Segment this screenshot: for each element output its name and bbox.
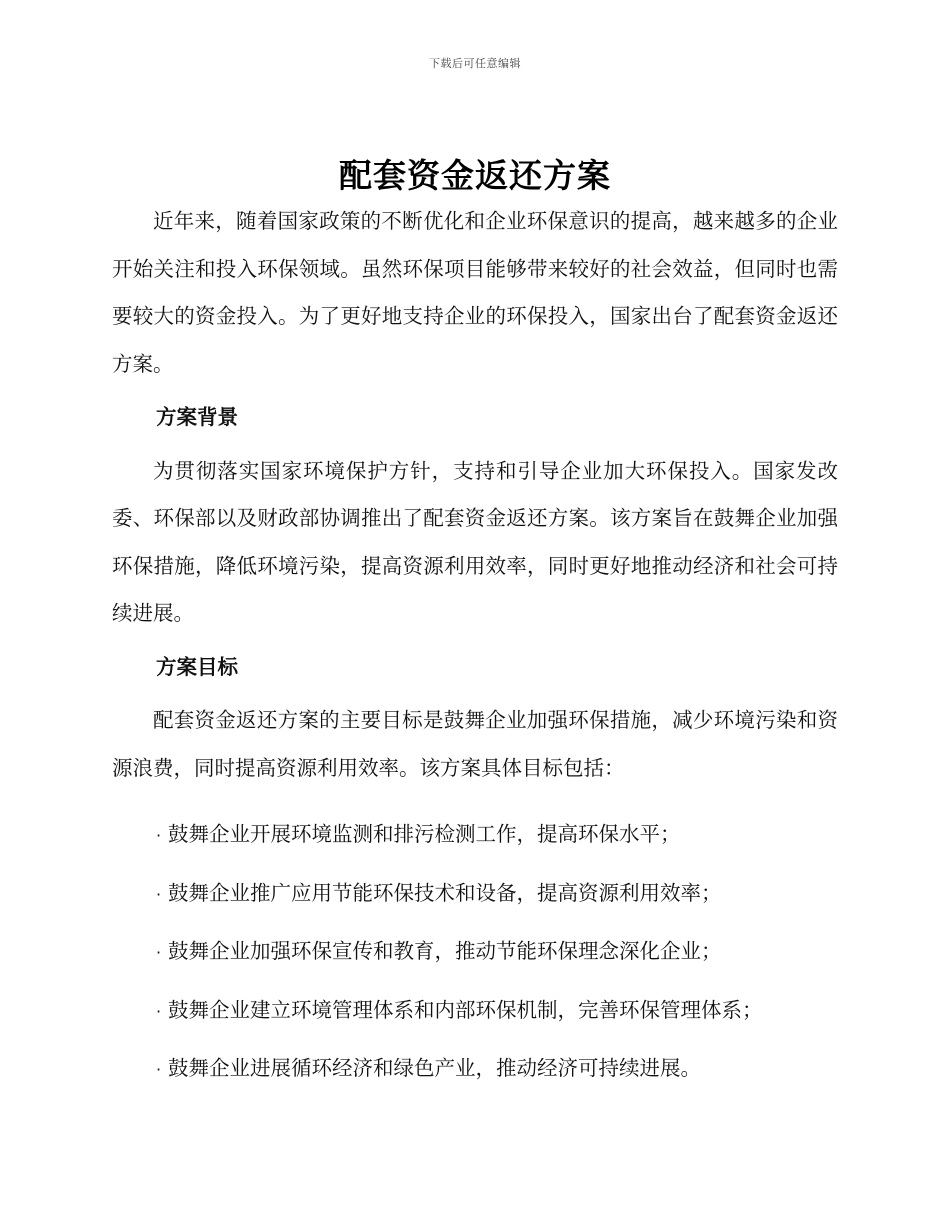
section-heading-background: 方案背景 [156,405,238,429]
list-item-text: 鼓舞企业建立环境管理体系和内部环保机制，完善环保管理体系； [168,997,763,1022]
section-heading-goals: 方案目标 [156,654,238,679]
bullet-dot-icon: · [156,943,162,962]
goal-bullet-list [156,806,838,1099]
list-item [156,1040,838,1099]
header-note: 下载后可任意编辑 [429,57,521,70]
list-item-text: 鼓舞企业开展环境监测和排污检测工作，提高环保水平； [168,822,681,846]
section-paragraph-goals: 配套资金返还方案的主要目标是鼓舞企业加强环保措施，减少环境污染和资源浪费，同时提高资源利用效率。该方案具体目标包括： [112,708,838,780]
list-item [156,806,838,865]
list-item [156,923,838,982]
document-body [112,198,838,1099]
bullet-dot-icon: · [156,884,162,904]
bullet-dot-icon: · [156,826,162,845]
list-item-text: 鼓舞企业推广应用节能环保技术和设备，提高资源利用效率； [168,880,722,905]
bullet-dot-icon: · [156,1060,162,1079]
intro-paragraph: 近年来，随着国家政策的不断优化和企业环保意识的提高，越来越多的企业开始关注和投入环保领域。虽然环保项目能够带来较好的社会效益，但同时也需要较大的资金投入。为了更好地支持企业的环保投入，国家出台了配套资金返还方案。 [112,209,838,376]
section-paragraph-background: 为贯彻落实国家环境保护方针，支持和引导企业加大环保投入。国家发改委、环保部以及财政部协调推出了配套资金返还方案。该方案旨在鼓舞企业加强环保措施，降低环境污染，提高资源利用效率，同时更好地推动经济和社会可持续进展。 [112,458,838,625]
document-title: 配套资金返还方案 [339,156,611,195]
list-item-text: 鼓舞企业进展循环经济和绿色产业，推动经济可持续进展。 [168,1056,701,1080]
bullet-dot-icon: · [156,1001,162,1021]
list-item [156,982,838,1041]
list-item-text: 鼓舞企业加强环保宣传和教育，推动节能环保理念深化企业； [168,939,722,963]
list-item [156,865,838,924]
